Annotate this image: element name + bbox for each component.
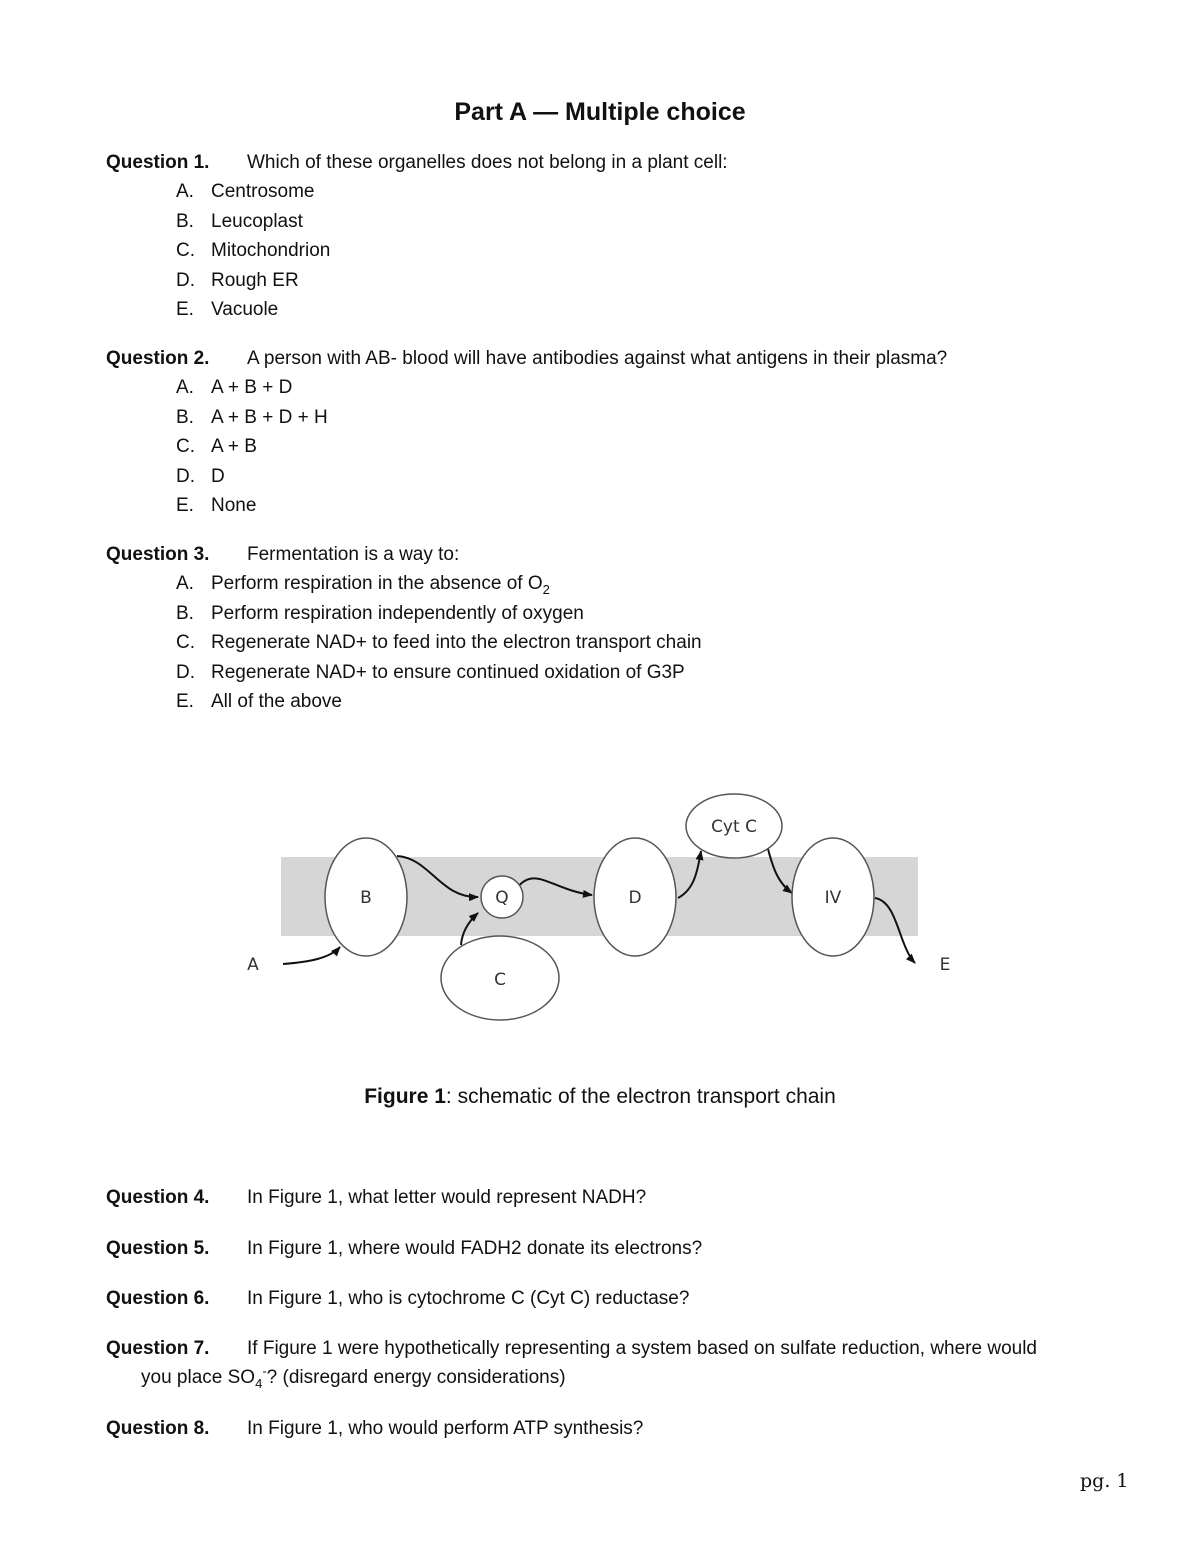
question-continuation: [106, 1363, 1166, 1392]
option-b[interactable]: [176, 599, 1146, 629]
option-d[interactable]: [176, 658, 1146, 688]
question-1: [106, 148, 1146, 325]
subscript: 2: [542, 581, 550, 597]
option-c[interactable]: [176, 628, 1146, 658]
question-text: A person with AB- blood will have antibodies against what antigens in their plasma?: [247, 348, 948, 369]
option-letter: C.: [176, 240, 195, 262]
option-c[interactable]: [176, 432, 1146, 462]
question-label: Question 5.: [106, 1238, 210, 1259]
figure-caption-text: : schematic of the electron transport chain: [445, 1085, 836, 1108]
option-b[interactable]: [176, 403, 1146, 433]
option-letter: C.: [176, 632, 195, 654]
page-number: pg. 1: [1080, 1470, 1129, 1492]
question-text: Which of these organelles does not belong in a plant cell:: [247, 152, 728, 173]
option-letter: C.: [176, 436, 195, 458]
option-letter: D.: [176, 465, 195, 487]
label-b: B: [360, 888, 372, 908]
option-c[interactable]: [176, 236, 1146, 266]
option-text: Perform respiration in the absence of O: [211, 573, 543, 594]
option-text: Vacuole: [211, 299, 279, 321]
option-text: A + B + D: [211, 377, 293, 398]
question-4: [106, 1183, 1146, 1212]
label-cyt-c: Cyt C: [711, 817, 757, 837]
question-text-post: , what letter would represent NADH?: [337, 1187, 647, 1208]
option-letter: D.: [176, 661, 195, 683]
question-text-pre: In: [247, 1187, 269, 1208]
question-text-pre: In: [247, 1288, 269, 1309]
question-label: Question 2.: [106, 348, 210, 369]
question-label: Question 3.: [106, 544, 210, 565]
page-title: Part A — Multiple choice: [454, 98, 746, 126]
option-letter: B.: [176, 602, 194, 624]
option-text: A + B + D + H: [211, 406, 328, 428]
figure-reference: Figure 1: [268, 1288, 338, 1309]
label-q: Q: [495, 888, 509, 908]
option-b[interactable]: [176, 207, 1146, 237]
question-label: Question 6.: [106, 1288, 210, 1309]
label-a: A: [247, 955, 259, 975]
option-a[interactable]: [176, 177, 1146, 207]
subscript: 4: [255, 1375, 263, 1391]
question-text-pre: If: [247, 1338, 263, 1359]
figure-reference: Figure 1: [268, 1418, 338, 1439]
option-letter: B.: [176, 210, 194, 232]
option-text: Centrosome: [211, 181, 315, 202]
question-3: [106, 540, 1146, 717]
question-text: Fermentation is a way to:: [247, 544, 460, 565]
options-list: [106, 569, 1146, 717]
question-label: Question 8.: [106, 1418, 210, 1439]
option-d[interactable]: [176, 266, 1146, 296]
option-text: Regenerate NAD+ to feed into the electron transport chain: [211, 632, 702, 654]
option-text: All of the above: [211, 691, 342, 713]
figure-caption: [0, 1085, 1200, 1109]
question-label: Question 4.: [106, 1187, 210, 1208]
option-text: Regenerate NAD+ to ensure continued oxidation of G3P: [211, 661, 685, 683]
figure-caption-label: Figure 1: [364, 1085, 446, 1108]
label-iv: IV: [824, 888, 842, 908]
question-text-post: , where would FADH2 donate its electrons?: [337, 1238, 703, 1259]
option-e[interactable]: [176, 687, 1146, 717]
option-e[interactable]: [176, 295, 1146, 325]
question-text-cont-end: ? (disregard energy considerations): [266, 1367, 566, 1388]
option-a[interactable]: [176, 373, 1146, 403]
figure-reference: Figure 1: [262, 1338, 333, 1359]
option-text: None: [211, 495, 257, 517]
option-letter: B.: [176, 406, 194, 428]
option-text: A + B: [211, 436, 257, 458]
arrow-a-to-b: [283, 947, 340, 964]
option-text: Rough ER: [211, 269, 299, 291]
option-text: D: [211, 465, 225, 487]
option-letter: A.: [176, 377, 194, 398]
option-e[interactable]: [176, 491, 1146, 521]
question-label: Question 1.: [106, 152, 210, 173]
option-letter: A.: [176, 181, 194, 202]
question-2: [106, 344, 1146, 521]
option-text: Mitochondrion: [211, 240, 331, 262]
question-text-cont: you place SO: [141, 1367, 256, 1388]
question-label: Question 7.: [106, 1338, 210, 1359]
option-letter: E.: [176, 495, 194, 517]
figure-reference: Figure 1: [268, 1187, 338, 1208]
question-6: [106, 1284, 1146, 1313]
option-text: Perform respiration independently of oxygen: [211, 602, 584, 624]
option-d[interactable]: [176, 462, 1146, 492]
option-letter: D.: [176, 269, 195, 291]
option-text: Leucoplast: [211, 210, 303, 232]
question-5: [106, 1234, 1146, 1263]
question-7: [106, 1334, 1166, 1392]
question-text-pre: In: [247, 1238, 269, 1259]
label-d: D: [628, 888, 642, 908]
electron-transport-chain-figure: [0, 780, 1200, 1040]
question-8: [106, 1414, 1146, 1443]
option-letter: E.: [176, 299, 194, 321]
options-list: [106, 177, 1146, 325]
question-text-pre: In: [247, 1418, 269, 1439]
option-letter: A.: [176, 573, 194, 594]
label-c: C: [494, 970, 506, 990]
question-text-post: , who is cytochrome C (Cyt C) reductase?: [337, 1288, 690, 1309]
figure-reference: Figure 1: [268, 1238, 338, 1259]
option-letter: E.: [176, 691, 194, 713]
question-text-post: were hypothetically representing a system based on sulfate reduction, where would: [332, 1338, 1037, 1359]
options-list: [106, 373, 1146, 521]
question-text-post: , who would perform ATP synthesis?: [337, 1418, 644, 1439]
option-a[interactable]: [176, 569, 1146, 599]
label-e: E: [939, 955, 951, 975]
superscript: -: [262, 1363, 267, 1379]
